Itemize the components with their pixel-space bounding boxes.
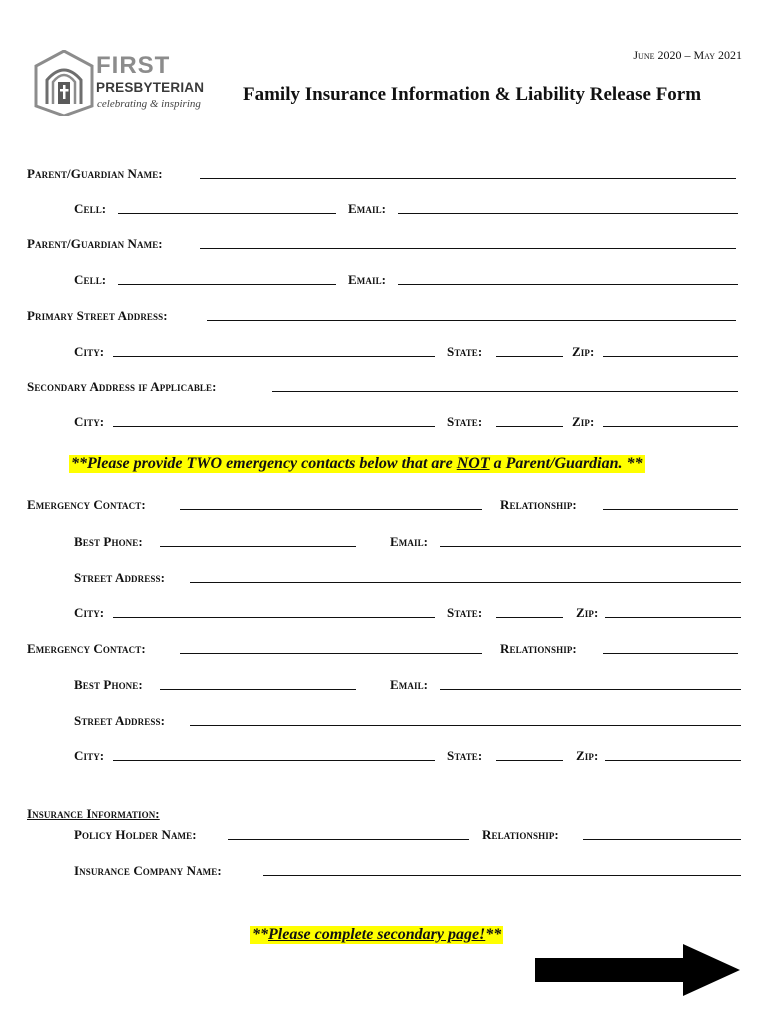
ec2-contact-label: Emergency Contact: (27, 641, 146, 656)
logo-first-text: FIRST (96, 52, 171, 79)
ec2-state-label: State: (447, 748, 483, 763)
parent2-name-field[interactable] (200, 248, 736, 249)
church-door-logo-icon (34, 50, 94, 116)
parent1-email-field[interactable] (398, 213, 738, 214)
parent1-name-label: Parent/Guardian Name: (27, 166, 163, 181)
footer-prefix: ** (252, 926, 268, 943)
church-logo (34, 50, 224, 118)
policy-relationship-field[interactable] (583, 839, 741, 840)
secondary-city-label: City: (74, 414, 105, 429)
ec1-contact-field[interactable] (180, 509, 482, 510)
ec1-email-field[interactable] (440, 546, 741, 547)
ec1-phone-label: Best Phone: (74, 534, 143, 549)
primary-address-field[interactable] (207, 320, 736, 321)
ec1-zip-label: Zip: (576, 605, 599, 620)
insurance-company-label: Insurance Company Name: (74, 863, 222, 878)
ec1-street-label: Street Address: (74, 570, 166, 585)
secondary-city-field[interactable] (113, 426, 435, 427)
primary-zip-field[interactable] (603, 356, 738, 357)
secondary-address-label: Secondary Address if Applicable: (27, 379, 217, 394)
primary-state-label: State: (447, 344, 483, 359)
secondary-state-label: State: (447, 414, 483, 429)
ec2-email-label: Email: (390, 677, 429, 692)
policy-holder-label: Policy Holder Name: (74, 827, 197, 842)
ec2-phone-field[interactable] (160, 689, 356, 690)
notice-emphasis: NOT (456, 455, 490, 472)
ec1-relationship-field[interactable] (603, 509, 738, 510)
notice-text-after: a Parent/Guardian. ** (489, 455, 643, 472)
policy-relationship-label: Relationship: (482, 827, 559, 842)
secondary-address-field[interactable] (272, 391, 738, 392)
right-arrow-icon[interactable] (535, 944, 740, 996)
parent2-email-field[interactable] (398, 284, 738, 285)
form-title: Family Insurance Information & Liability Release Form (243, 84, 702, 105)
notice-text-before: **Please provide TWO emergency contacts below that are (71, 455, 457, 472)
ec1-relationship-label: Relationship: (500, 497, 577, 512)
parent1-cell-label: Cell: (74, 201, 107, 216)
parent1-name-field[interactable] (200, 178, 736, 179)
primary-zip-label: Zip: (572, 344, 595, 359)
parent1-cell-field[interactable] (118, 213, 336, 214)
ec1-state-field[interactable] (496, 617, 563, 618)
insurance-heading: Insurance Information: (27, 806, 160, 821)
primary-state-field[interactable] (496, 356, 563, 357)
logo-presbyterian-text: PRESBYTERIAN (96, 80, 205, 95)
ec1-city-label: City: (74, 605, 105, 620)
ec2-city-field[interactable] (113, 760, 435, 761)
ec1-contact-label: Emergency Contact: (27, 497, 146, 512)
ec2-street-label: Street Address: (74, 713, 166, 728)
emergency-contacts-notice (69, 455, 645, 473)
ec2-phone-label: Best Phone: (74, 677, 143, 692)
secondary-page-notice (250, 926, 503, 944)
secondary-zip-label: Zip: (572, 414, 595, 429)
primary-address-label: Primary Street Address: (27, 308, 168, 323)
ec1-zip-field[interactable] (605, 617, 741, 618)
ec1-email-label: Email: (390, 534, 429, 549)
ec2-relationship-field[interactable] (603, 653, 738, 654)
logo-tagline: celebrating & inspiring (97, 98, 201, 110)
date-range: June 2020 – May 2021 (633, 48, 742, 62)
ec1-phone-field[interactable] (160, 546, 356, 547)
ec2-state-field[interactable] (496, 760, 563, 761)
secondary-page-link[interactable]: Please complete secondary page! (268, 926, 486, 943)
ec1-city-field[interactable] (113, 617, 435, 618)
parent2-email-label: Email: (348, 272, 387, 287)
primary-city-field[interactable] (113, 356, 435, 357)
secondary-state-field[interactable] (496, 426, 563, 427)
primary-city-label: City: (74, 344, 105, 359)
ec2-city-label: City: (74, 748, 105, 763)
insurance-company-field[interactable] (263, 875, 741, 876)
ec2-zip-label: Zip: (576, 748, 599, 763)
ec2-relationship-label: Relationship: (500, 641, 577, 656)
footer-suffix: ** (485, 926, 502, 943)
ec2-contact-field[interactable] (180, 653, 482, 654)
ec1-state-label: State: (447, 605, 483, 620)
secondary-zip-field[interactable] (603, 426, 738, 427)
parent1-email-label: Email: (348, 201, 387, 216)
ec1-street-field[interactable] (190, 582, 741, 583)
ec2-zip-field[interactable] (605, 760, 741, 761)
ec2-email-field[interactable] (440, 689, 741, 690)
policy-holder-field[interactable] (228, 839, 469, 840)
parent2-cell-field[interactable] (118, 284, 336, 285)
parent2-name-label: Parent/Guardian Name: (27, 236, 163, 251)
parent2-cell-label: Cell: (74, 272, 107, 287)
ec2-street-field[interactable] (190, 725, 741, 726)
